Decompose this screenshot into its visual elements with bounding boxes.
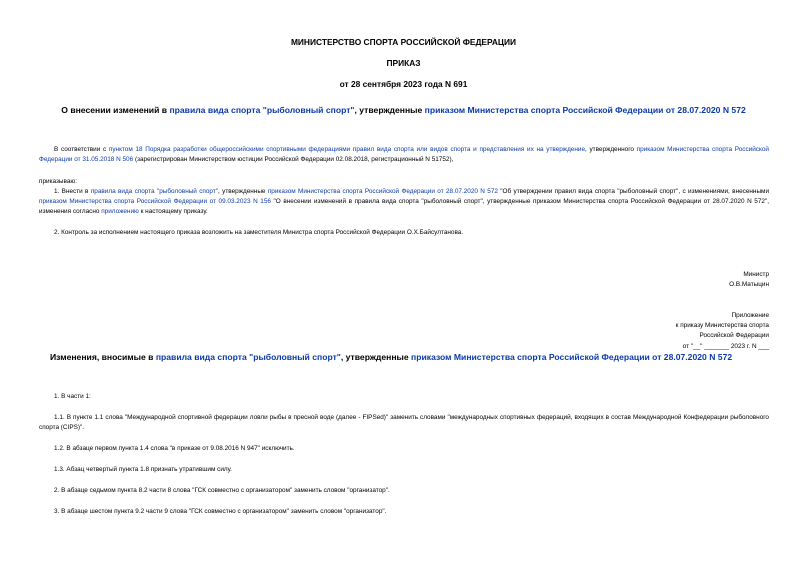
changes-title-text-1: Изменения, вносимые в xyxy=(50,352,156,362)
signature-block xyxy=(729,270,769,290)
item1-link-rules[interactable]: правила вида спорта "рыболовный спорт" xyxy=(90,188,219,195)
changes-title-text-2: , утвержденные xyxy=(340,352,412,362)
item1-link-appendix[interactable]: приложению xyxy=(101,208,139,215)
order-word: приказываю: xyxy=(39,178,77,185)
change-1-1 xyxy=(39,413,769,433)
preamble-paragraph xyxy=(39,145,769,165)
item-2-paragraph xyxy=(39,228,769,238)
change-3 xyxy=(39,507,769,517)
title-text-1: О внесении изменений в xyxy=(61,105,170,115)
change-4-text: 2. В абзаце седьмом пункта 8.2 части 8 слова "ГСК совместно с организатором" заменить словом "организатор". xyxy=(54,487,390,494)
ministry-heading: МИНИСТЕРСТВО СПОРТА РОССИЙСКОЙ ФЕДЕРАЦИИ xyxy=(290,37,517,47)
appendix-block xyxy=(676,311,769,352)
signature-position: Министр xyxy=(743,271,769,278)
item1-text-2: , утвержденные xyxy=(218,188,268,195)
change-part-1 xyxy=(39,392,769,402)
appendix-label: Приложение xyxy=(731,312,769,319)
change-3-text: 1.3. Абзац четвертый пункта 1.8 признать утратившим силу. xyxy=(54,466,232,473)
changes-title-link-order-572[interactable]: приказом Министерства спорта Российской Федерации от 28.07.2020 N 572 xyxy=(411,352,733,362)
item1-text-3: "Об утверждении правил вида спорта "рыболовный спорт", с изменениями, внесенными xyxy=(497,188,770,195)
change-1-3 xyxy=(39,465,769,475)
title-link-order-572[interactable]: приказом Министерства спорта Российской Федерации от 28.07.2020 N 572 xyxy=(424,105,746,115)
item1-text-1: 1. Внести в xyxy=(54,188,91,195)
item1-link-order-156[interactable]: приказом Министерства спорта Российской Федерации от 09.03.2023 N 156 xyxy=(39,198,271,205)
preamble-link-procedure[interactable]: пунктом 18 Порядка разработки общероссийскими спортивными федерациями правил вида спорта или видов спорта и представления их на утверждение xyxy=(108,146,586,153)
item-1-paragraph xyxy=(39,187,769,217)
change-5-text: 3. В абзаце шестом пункта 9.2 части 9 слова "ГСК совместно с организатором" заменить словом "организатор". xyxy=(54,508,387,515)
change-2 xyxy=(39,486,769,496)
doc-type-heading: ПРИКАЗ xyxy=(386,58,421,68)
changes-title-link-rules[interactable]: правила вида спорта "рыболовный спорт" xyxy=(155,352,341,362)
change-1-text: 1.1. В пункте 1.1 слова "Международной спортивной федерации ловли рыбы в пресной воде (далее - FIPSed)" заменить словами "международных спортивных федераций, входящих в состав Международной Конфедерации рыболовного спорта (CIPS)". xyxy=(39,414,769,431)
preamble-text-2: , утвержденного xyxy=(585,146,637,153)
signature-name: О.В.Матыцин xyxy=(729,281,769,289)
appendix-line-1: к приказу Министерства спорта xyxy=(675,322,769,330)
preamble-text-1: В соответствии с xyxy=(54,146,109,153)
title-text-2: , утвержденные xyxy=(354,105,425,115)
item1-link-order-572[interactable]: приказом Министерства спорта Российской Федерации от 28.07.2020 N 572 xyxy=(267,188,498,195)
change-0-text: 1. В части 1: xyxy=(54,393,91,400)
title-link-rules[interactable]: правила вида спорта "рыболовный спорт" xyxy=(169,105,355,115)
appendix-line-3: от "__" _______ 2023 г. N ___ xyxy=(682,342,769,350)
preamble-text-3: (зарегистрирован Министерством юстиции Российской Федерации 02.08.2018, регистрационный N 51752), xyxy=(133,156,454,163)
appendix-line-2: Российской Федерации xyxy=(699,332,769,340)
item1-text-4: "О внесении изменений в правила вида спорта "рыболовный спорт", утвержденные приказом Министерства спорта Российской Федерации от 28.07.2020 N 572", изменения согласно xyxy=(39,198,769,215)
order-date-number: от 28 сентября 2023 года N 691 xyxy=(339,79,468,89)
change-2-text: 1.2. В абзаце первом пункта 1.4 слова "в приказе от 9.08.2016 N 947" исключить. xyxy=(54,445,295,452)
item2-text: 2. Контроль за исполнением настоящего приказа возложить на заместителя Министра спорта Российской Федерации О.Х.Байсултанова. xyxy=(54,229,464,236)
changes-title xyxy=(50,352,732,362)
document-title xyxy=(0,105,807,115)
item1-text-5: к настоящему приказу. xyxy=(138,208,208,215)
change-1-2 xyxy=(39,444,769,454)
preamble-link-order-506[interactable]: приказом Министерства спорта Российской Федерации от 31.05.2018 N 506 xyxy=(39,146,769,163)
